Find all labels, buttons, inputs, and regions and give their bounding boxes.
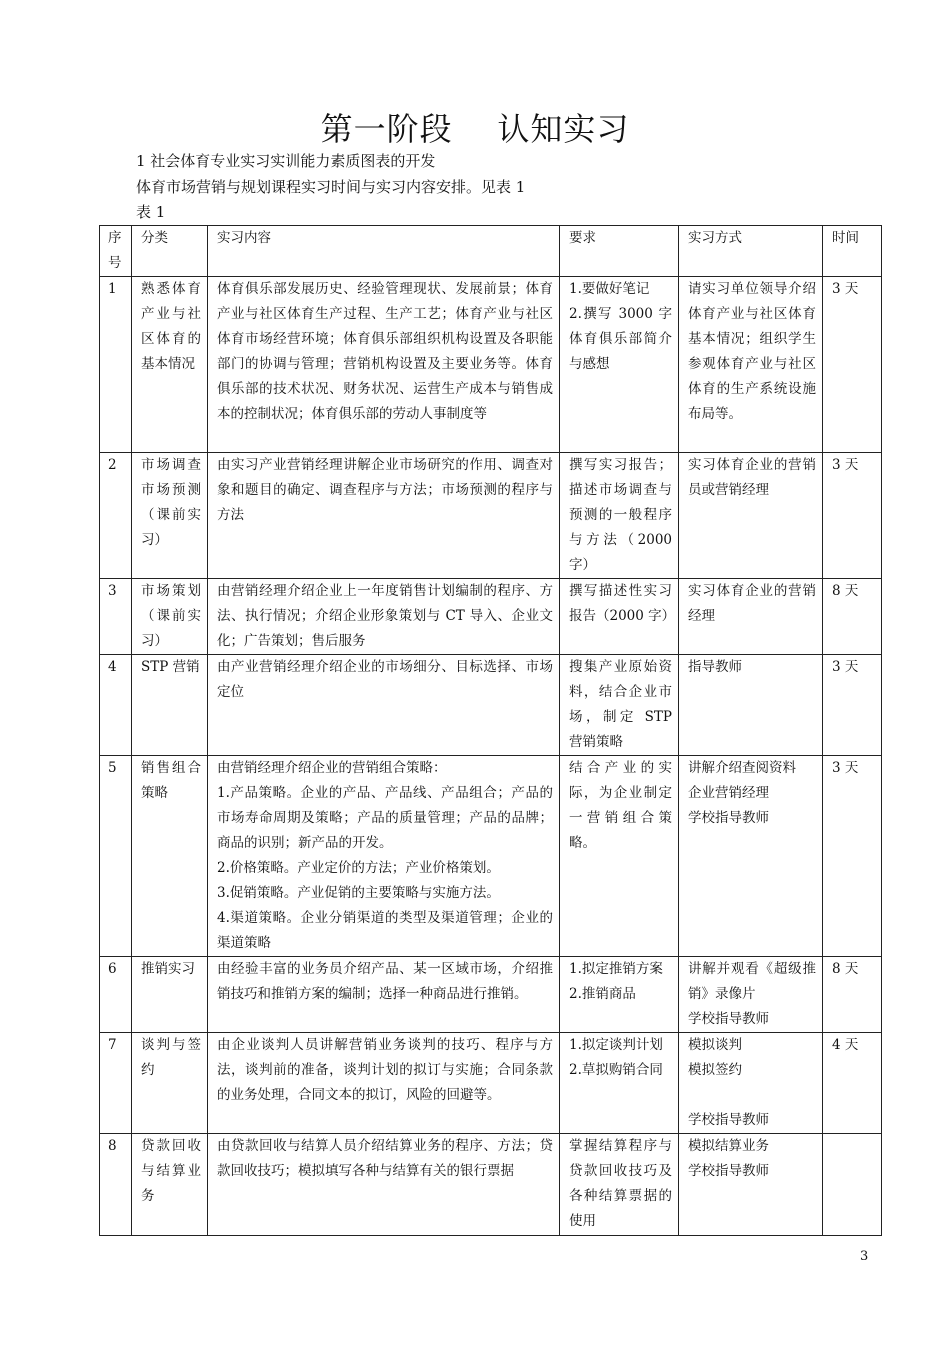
cell-method: 模拟谈判 模拟签约 学校指导教师 [679, 1033, 823, 1134]
cell-category: 市场策划（课前实习） [132, 579, 208, 655]
cell-content: 由贷款回收与结算人员介绍结算业务的程序、方法；贷款回收技巧；模拟填写各种与结算有关的银行票据 [208, 1134, 560, 1236]
table-row [100, 277, 882, 453]
cell-category: 贷款回收与结算业务 [132, 1134, 208, 1236]
cell-requirements: 撰写实习报告；描述市场调查与预测的一般程序与方法（2000字） [560, 453, 679, 579]
cell-duration: 3 天 [823, 277, 882, 453]
cell-method: 实习体育企业的营销经理 [679, 579, 823, 655]
cell-method: 模拟结算业务 学校指导教师 [679, 1134, 823, 1236]
cell-index: 1 [100, 277, 132, 453]
page-number: 3 [860, 1249, 869, 1264]
cell-method: 请实习单位领导介绍体育产业与社区体育基本情况；组织学生参观体育产业与社区体育的生产系统设施布局等。 [679, 277, 823, 453]
cell-content: 体育俱乐部发展历史、经验管理现状、发展前景；体育产业与社区体育生产过程、生产工艺；体育产业与社区体育市场经营环境；体育俱乐部组织机构设置及各职能部门的协调与管理；营销机构设置及主要业务等。体育俱乐部的技术状况、财务状况、运营生产成本与销售成本的控制状况；体育俱乐部的劳动人事制度等 [208, 277, 560, 453]
cell-duration: 3 天 [823, 453, 882, 579]
header-cell-method: 实习方式 [679, 226, 823, 277]
intro-description: 体育市场营销与规划课程实习时间与实习内容安排。见表 1 [136, 178, 526, 196]
cell-requirements: 1.拟定谈判计划 2.草拟购销合同 [560, 1033, 679, 1134]
cell-index: 8 [100, 1134, 132, 1236]
cell-content: 由实习产业营销经理讲解企业市场研究的作用、调查对象和题目的确定、调查程序与方法；市场预测的程序与方法 [208, 453, 560, 579]
cell-requirements: 1.要做好笔记 2.撰写 3000 字体育俱乐部简介与感想 [560, 277, 679, 453]
cell-duration: 8 天 [823, 579, 882, 655]
header-cell-duration: 时间 [823, 226, 882, 277]
header-cell-content: 实习内容 [208, 226, 560, 277]
table-row [100, 453, 882, 579]
cell-index: 5 [100, 756, 132, 957]
cell-category: 熟悉体育产业与社区体育的基本情况 [132, 277, 208, 453]
cell-index: 2 [100, 453, 132, 579]
cell-requirements: 结合产业的实际，为企业制定一营销组合策略。 [560, 756, 679, 957]
cell-method: 讲解并观看《超级推销》录像片 学校指导教师 [679, 957, 823, 1033]
cell-content: 由营销经理介绍企业上一年度销售计划编制的程序、方法、执行情况；介绍企业形象策划与 CT 导入、企业文化；广告策划；售后服务 [208, 579, 560, 655]
cell-category: 谈判与签约 [132, 1033, 208, 1134]
cell-duration [823, 1134, 882, 1236]
cell-method: 实习体育企业的营销员或营销经理 [679, 453, 823, 579]
cell-method: 讲解介绍查阅资料 企业营销经理 学校指导教师 [679, 756, 823, 957]
cell-category: STP 营销 [132, 655, 208, 756]
header-cell-index: 序 号 [100, 226, 132, 277]
cell-content: 由营销经理介绍企业的营销组合策略： 1.产品策略。企业的产品、产品线、产品组合；产品的市场寿命周期及策略；产品的质量管理；产品的品牌；商品的识别；新产品的开发。 2.价格策略。产业定价的方法；产业价格策划。 3.促销策略。产业促销的主要策略与实施方法。 4.渠道策略。企业分销渠道的类型及渠道管理；企业的渠道策略 [208, 756, 560, 957]
cell-content: 由经验丰富的业务员介绍产品、某一区域市场，介绍推销技巧和推销方案的编制；选择一种商品进行推销。 [208, 957, 560, 1033]
cell-duration: 3 天 [823, 756, 882, 957]
table-row [100, 957, 882, 1033]
cell-duration: 4 天 [823, 1033, 882, 1134]
table-caption: 表 1 [136, 203, 166, 221]
cell-requirements: 搜集产业原始资料，结合企业市场，制定 STP 营销策略 [560, 655, 679, 756]
internship-schedule-table [99, 225, 882, 1236]
cell-category: 推销实习 [132, 957, 208, 1033]
cell-duration: 3 天 [823, 655, 882, 756]
table-row [100, 756, 882, 957]
cell-index: 4 [100, 655, 132, 756]
table-row [100, 1134, 882, 1236]
header-cell-category: 分类 [132, 226, 208, 277]
cell-requirements: 1.拟定推销方案 2.推销商品 [560, 957, 679, 1033]
cell-content: 由企业谈判人员讲解营销业务谈判的技巧、程序与方法，谈判前的准备，谈判计划的拟订与实施；合同条款的业务处理，合同文本的拟订，风险的回避等。 [208, 1033, 560, 1134]
cell-requirements: 撰写描述性实习报告（2000 字） [560, 579, 679, 655]
page-title: 第一阶段 认知实习 [320, 110, 630, 148]
table-row [100, 1033, 882, 1134]
cell-category: 市场调查市场预测（课前实习） [132, 453, 208, 579]
cell-requirements: 掌握结算程序与贷款回收技巧及各种结算票据的使用 [560, 1134, 679, 1236]
table-row [100, 579, 882, 655]
table-row [100, 655, 882, 756]
intro-heading: 1 社会体育专业实习实训能力素质图表的开发 [136, 152, 436, 170]
cell-category: 销售组合策略 [132, 756, 208, 957]
cell-method: 指导教师 [679, 655, 823, 756]
table-header-row [100, 226, 882, 277]
cell-index: 6 [100, 957, 132, 1033]
cell-content: 由产业营销经理介绍企业的市场细分、目标选择、市场定位 [208, 655, 560, 756]
cell-duration: 8 天 [823, 957, 882, 1033]
cell-index: 3 [100, 579, 132, 655]
header-cell-requirements: 要求 [560, 226, 679, 277]
cell-index: 7 [100, 1033, 132, 1134]
